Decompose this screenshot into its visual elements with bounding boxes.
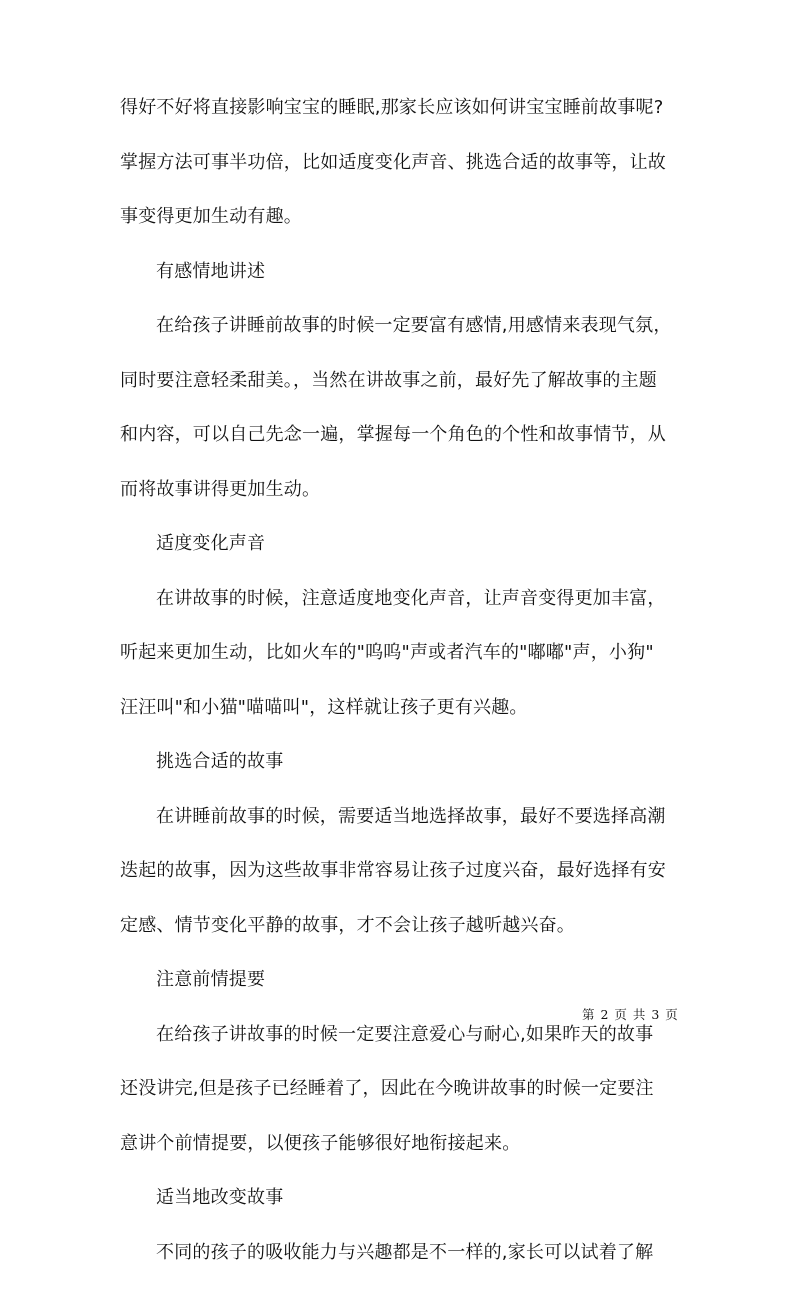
section-heading: 有感情地讲述 [156, 260, 266, 282]
paragraph-line: 听起来更加生动，比如火车的"呜呜"声或者汽车的"嘟嘟"声，小狗" [120, 642, 654, 663]
paragraph-line: 同时要注意轻柔甜美。，当然在讲故事之前，最好先了解故事的主题 [120, 369, 657, 391]
paragraph-line: 还没讲完,但是孩子已经睡着了，因此在今晚讲故事的时候一定要注 [120, 1078, 654, 1099]
paragraph-line: 在给孩子讲睡前故事的时候一定要富有感情,用感情来表现气氛， [156, 315, 672, 336]
paragraph-line: 定感、情节变化平静的故事，才不会让孩子越听越兴奋。 [120, 914, 575, 936]
section-heading: 适当地改变故事 [156, 1187, 284, 1208]
document-body [120, 98, 680, 1297]
paragraph-line: 汪汪叫"和小猫"喵喵叫"，这样就让孩子更有兴趣。 [120, 696, 528, 718]
page-number-footer: 第 2 页 共 3 页 [582, 1007, 679, 1022]
paragraph-line: 不同的孩子的吸收能力与兴趣都是不一样的,家长可以试着了解 [156, 1241, 654, 1263]
paragraph-line: 在讲故事的时候，注意适度地变化声音，让声音变得更加丰富， [156, 587, 666, 609]
paragraph-line: 得好不好将直接影响宝宝的睡眠,那家长应该如何讲宝宝睡前故事呢? [120, 97, 664, 118]
section-heading: 挑选合适的故事 [156, 751, 284, 772]
paragraph-line: 掌握方法可事半功倍，比如适度变化声音、挑选合适的故事等，让故 [120, 151, 666, 173]
paragraph-line: 迭起的故事，因为这些故事非常容易让孩子过度兴奋，最好选择有安 [120, 860, 666, 881]
paragraph-line: 和内容，可以自己先念一遍，掌握每一个角色的个性和故事情节，从 [120, 424, 666, 445]
section-heading: 注意前情提要 [156, 969, 266, 990]
paragraph-line: 而将故事讲得更加生动。 [120, 478, 321, 500]
paragraph-line: 事变得更加生动有趣。 [120, 206, 302, 227]
paragraph-line: 意讲个前情提要，以便孩子能够很好地衔接起来。 [120, 1132, 521, 1154]
section-heading: 适度变化声音 [156, 533, 266, 554]
paragraph-line: 在给孩子讲故事的时候一定要注意爱心与耐心,如果昨天的故事 [156, 1023, 654, 1045]
paragraph-line: 在讲睡前故事的时候，需要适当地选择故事，最好不要选择高潮 [156, 805, 666, 827]
